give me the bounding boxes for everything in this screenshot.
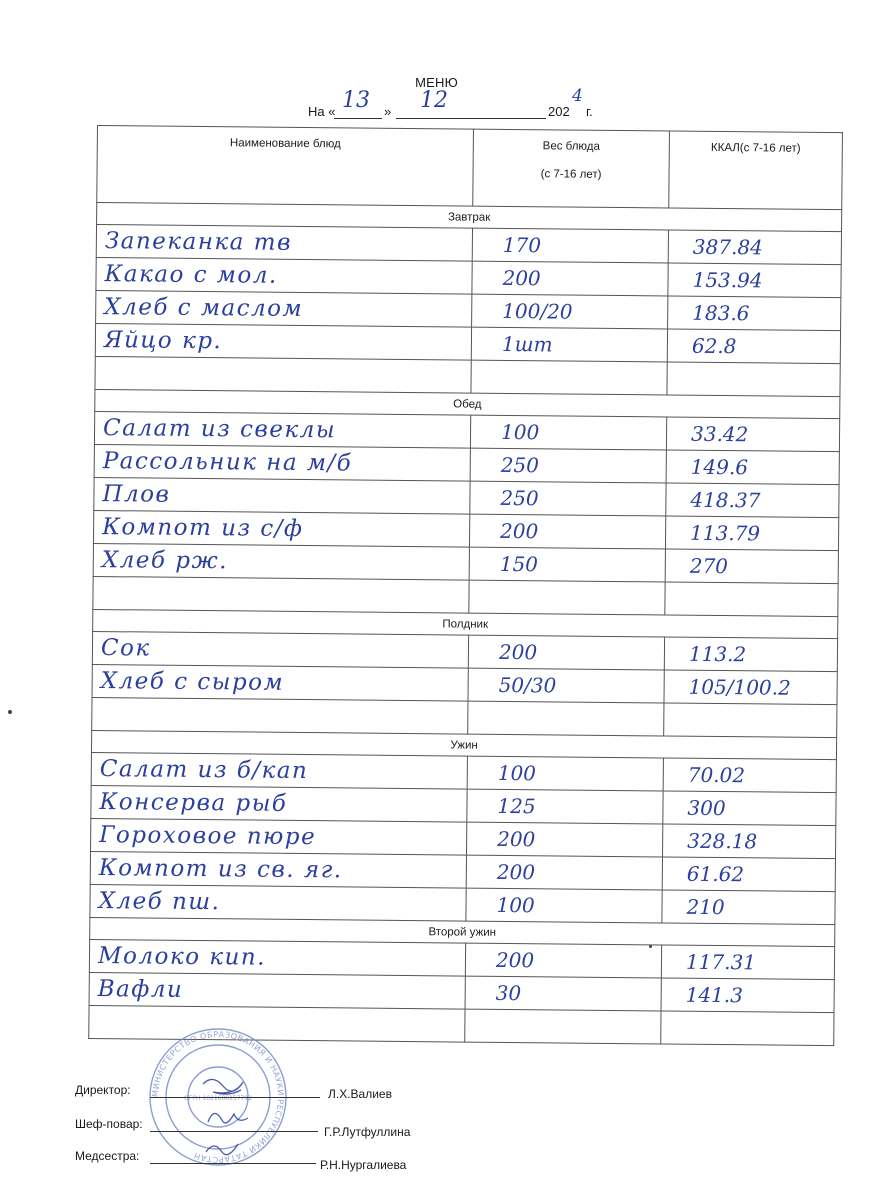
dish-kcal: 387.84: [668, 230, 841, 265]
dish-weight: 200: [466, 855, 662, 890]
dish-weight: 250: [470, 448, 666, 483]
dish-weight: 125: [467, 789, 663, 824]
scan-speck: [8, 710, 12, 714]
dish-name: Салат из б/кап: [91, 752, 467, 789]
dish-name: Компот из св. яг.: [90, 851, 466, 888]
dish-weight: 170: [472, 228, 668, 263]
role-label: Директор:: [75, 1083, 131, 1097]
date-mid: »: [384, 104, 392, 119]
dish-name: Молоко кип.: [89, 939, 465, 976]
dish-weight: 1шт: [471, 327, 667, 362]
section-title-dinner: Ужин: [91, 730, 836, 759]
dish-name: Компот из с/ф: [93, 510, 469, 547]
section-title-snack: Полдник: [93, 609, 838, 638]
dish-name: Хлеб пш.: [90, 884, 466, 921]
signature-line: [150, 1131, 318, 1132]
dish-weight: 50/30: [468, 668, 664, 703]
dish-weight: 200: [465, 943, 661, 978]
header-weight-label: Вес блюда: [542, 140, 601, 153]
dish-weight: 250: [470, 481, 666, 516]
dish-weight: 100: [470, 415, 666, 450]
section-title-breakfast: Завтрак: [97, 203, 842, 232]
dish-name: Запеканка тв: [96, 225, 472, 262]
dish-name: Консерва рыб: [91, 785, 467, 822]
dish-name: Яйцо кр.: [95, 323, 471, 360]
dish-weight: 100: [466, 888, 662, 923]
table-header-row: [97, 126, 843, 210]
stamp-ogrn: ОГРН 1021606157792: [183, 1095, 253, 1102]
person-name: Р.Н.Нургалиева: [320, 1158, 407, 1172]
signature-line: [150, 1097, 320, 1098]
document-title: МЕНЮ: [415, 75, 458, 90]
dish-weight: 200: [467, 822, 663, 857]
section-title-lunch: Обед: [95, 389, 840, 418]
date-prefix: На «: [308, 104, 336, 119]
dish-name: Хлеб с сыром: [92, 664, 468, 701]
dish-name: Сок: [92, 631, 468, 668]
dish-kcal: 149.6: [666, 450, 839, 485]
dish-kcal: 117.31: [661, 945, 834, 980]
dish-kcal: 210: [662, 890, 835, 925]
dish-name: Хлеб с маслом: [96, 290, 472, 327]
handwritten-day: 13: [342, 88, 370, 113]
dish-kcal: 153.94: [668, 263, 841, 298]
dish-kcal: 300: [663, 791, 836, 826]
signature-line: [150, 1163, 316, 1164]
dish-kcal: 105/100.2: [664, 670, 837, 705]
dish-kcal: 70.02: [663, 758, 836, 793]
dish-kcal: 183.6: [668, 296, 841, 331]
dish-weight: 150: [469, 547, 665, 582]
date-line: [300, 86, 620, 122]
dish-kcal: 113.79: [665, 516, 838, 551]
date-suffix: г.: [586, 104, 593, 119]
dish-weight: 200: [469, 514, 665, 549]
scan-speck: [649, 945, 652, 948]
dish-name: Рассольник на м/б: [94, 444, 470, 481]
day-underline: [334, 118, 382, 119]
dish-weight: 200: [468, 635, 664, 670]
dish-kcal: 33.42: [666, 417, 839, 452]
year-prefix: 202: [548, 104, 570, 119]
dish-name: Гороховое пюре: [91, 818, 467, 855]
month-underline: [396, 118, 546, 119]
dish-name: Хлеб рж.: [93, 543, 469, 580]
person-name: Л.Х.Валиев: [328, 1087, 392, 1101]
dish-kcal: 270: [665, 549, 838, 584]
header-dish-name: Наименование блюд: [97, 126, 474, 207]
role-label: Шеф-повар:: [75, 1117, 143, 1131]
dish-name: Какао с мол.: [96, 257, 472, 294]
section-title-second-dinner: Второй ужин: [90, 917, 835, 946]
dish-kcal: 62.8: [667, 329, 840, 364]
dish-weight: 200: [472, 261, 668, 296]
dish-name: Вафли: [89, 972, 465, 1009]
person-name: Г.Р.Лутфуллина: [324, 1125, 411, 1139]
stamp-ring-text: МИНИСТЕРСТВО ОБРАЗОВАНИЯ И НАУКИ РЕСПУБЛИКИ ТАТАРСТАН: [150, 1029, 286, 1165]
header-kcal: ККАЛ(с 7-16 лет): [669, 131, 843, 210]
handwritten-year-digit: 4: [572, 86, 583, 106]
dish-weight: 100/20: [472, 294, 668, 329]
menu-table: [88, 125, 843, 1046]
dish-name: Салат из свеклы: [94, 411, 470, 448]
dish-kcal: 113.2: [664, 637, 837, 672]
header-weight-age: (с 7-16 лет): [540, 168, 602, 181]
header-weight: [473, 129, 670, 208]
handwritten-month: 12: [420, 88, 448, 113]
dish-kcal: 328.18: [662, 824, 835, 859]
dish-kcal: 418.37: [666, 483, 839, 518]
dish-name: Плов: [94, 477, 470, 514]
role-label: Медсестра:: [75, 1149, 140, 1163]
dish-weight: 100: [467, 756, 663, 791]
dish-kcal: 61.62: [662, 857, 835, 892]
dish-kcal: 141.3: [661, 978, 834, 1013]
dish-weight: 30: [465, 976, 661, 1011]
